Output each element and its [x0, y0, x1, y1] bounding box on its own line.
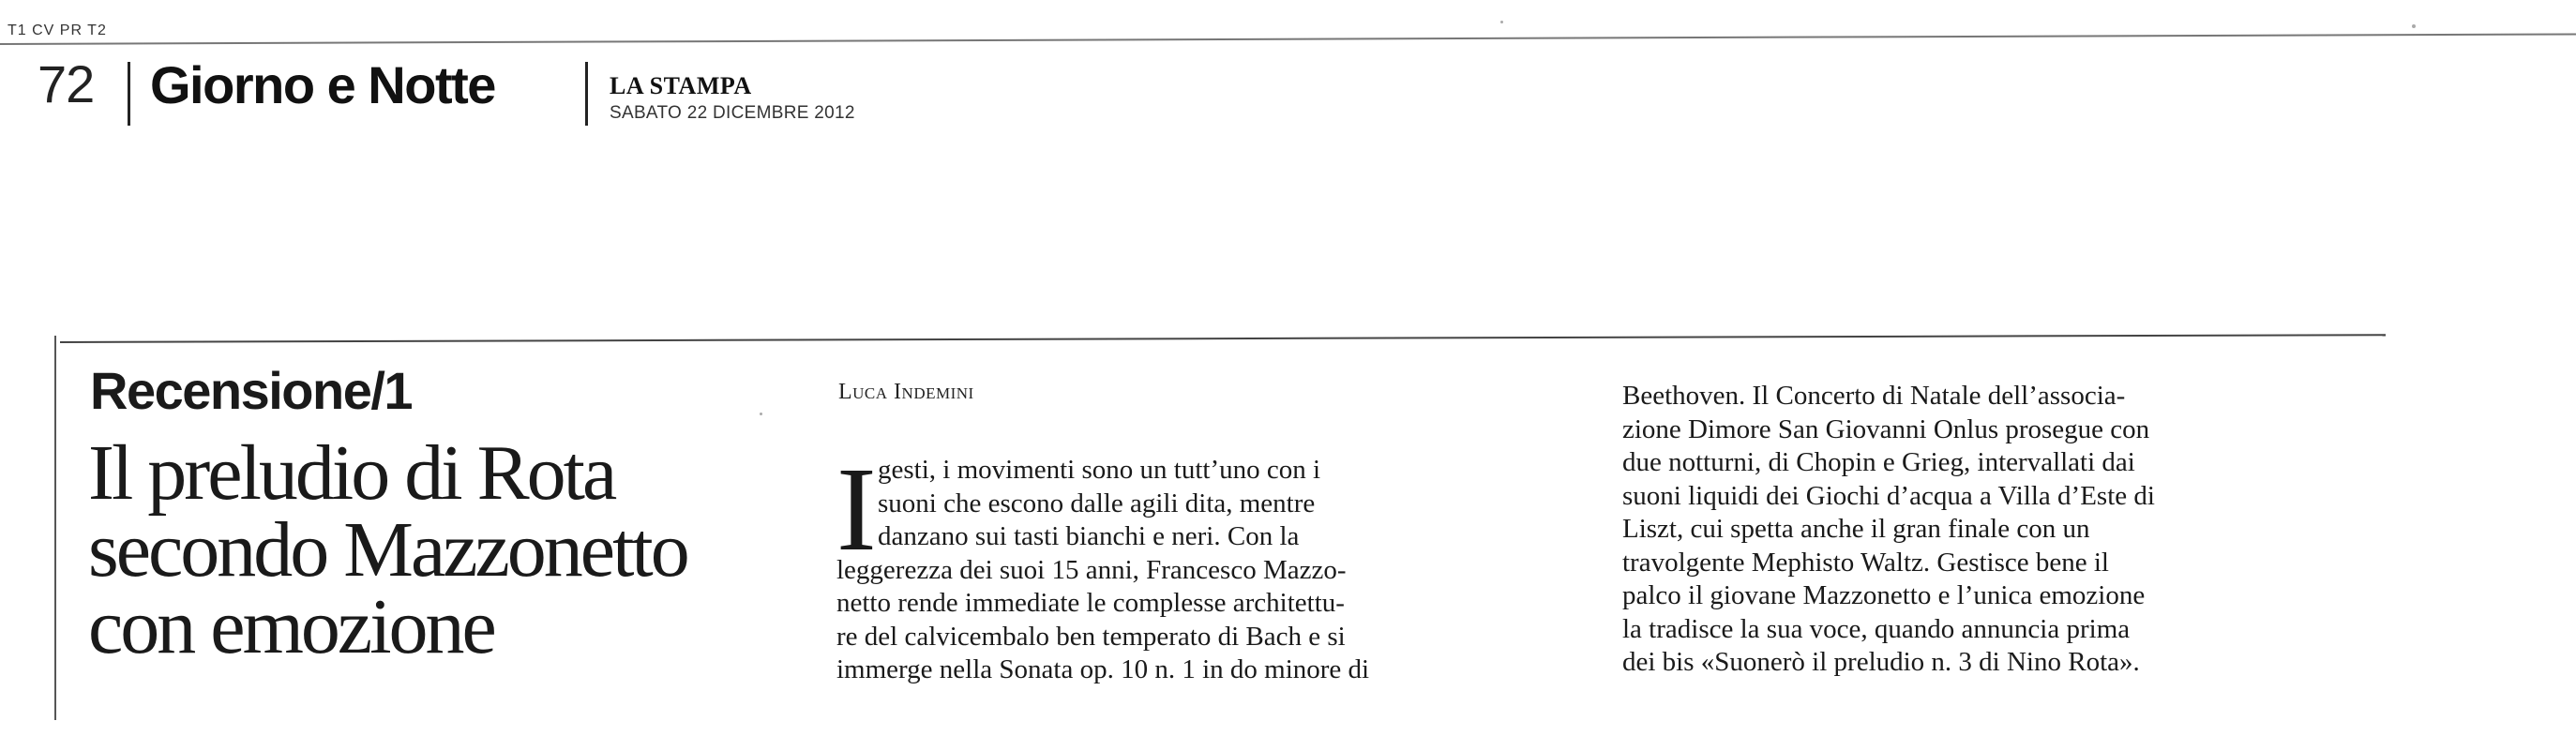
article-column-2 [1622, 380, 2373, 680]
article-column-1 [836, 454, 1577, 687]
text-line: suoni liquidi dei Giochi d’acqua a Villa d’Este di [1622, 480, 2155, 511]
section-title: Giorno e Notte [150, 55, 495, 114]
header-divider [585, 62, 588, 126]
newspaper-masthead: LA STAMPA [610, 72, 752, 99]
text-line: la tradisce la sua voce, quando annuncia prima [1622, 613, 2131, 644]
text-line: netto rende immediate le complesse architettu- [836, 588, 1345, 618]
header-divider [128, 62, 130, 126]
headline-line: Il preludio di Rota [88, 429, 615, 517]
article-headline [88, 429, 687, 670]
article-byline: Luca Indemini [838, 380, 974, 404]
text-line: re del calvicembalo ben temperato di Bach e si [836, 621, 1346, 652]
text-line: suoni che escono dalle agili dita, mentre [878, 488, 1316, 518]
text-line: Liszt, cui spetta anche il gran finale con un [1622, 514, 2090, 544]
text-line: danzano sui tasti bianchi e neri. Con la [878, 521, 1300, 551]
page-number: 72 [38, 54, 95, 113]
scan-speck [2412, 24, 2416, 28]
text-line: leggerezza dei suoi 15 anni, Francesco Mazzo- [836, 554, 1347, 585]
issue-date: SABATO 22 DICEMBRE 2012 [610, 103, 855, 123]
drop-cap: I [836, 443, 877, 576]
text-line: Beethoven. Il Concerto di Natale dell’associa- [1622, 381, 2126, 411]
text-line: due notturni, di Chopin e Grieg, intervallati dai [1622, 447, 2135, 477]
text-line: dei bis «Suonerò il preludio n. 3 di Nino Rota». [1622, 647, 2140, 677]
text-line: zione Dimore San Giovanni Onlus prosegue con [1622, 413, 2150, 444]
header-rule [0, 33, 2576, 45]
text-line: palco il giovane Mazzonetto e l’unica emozione [1622, 580, 2146, 610]
headline-line: secondo Mazzonetto [88, 506, 687, 593]
article-left-border [54, 336, 56, 720]
text-line: travolgente Mephisto Waltz. Gestisce bene il [1622, 547, 2109, 578]
headline-line: con emozione [88, 583, 494, 670]
scan-speck [1500, 21, 1503, 23]
article-rule [60, 334, 2386, 343]
edition-code: T1 CV PR T2 [8, 23, 107, 38]
scan-speck [760, 413, 762, 415]
text-line: immerge nella Sonata op. 10 n. 1 in do minore di [836, 654, 1370, 684]
article-kicker: Recensione/1 [90, 361, 413, 420]
text-line: gesti, i movimenti sono un tutt’uno con i [878, 455, 1321, 485]
